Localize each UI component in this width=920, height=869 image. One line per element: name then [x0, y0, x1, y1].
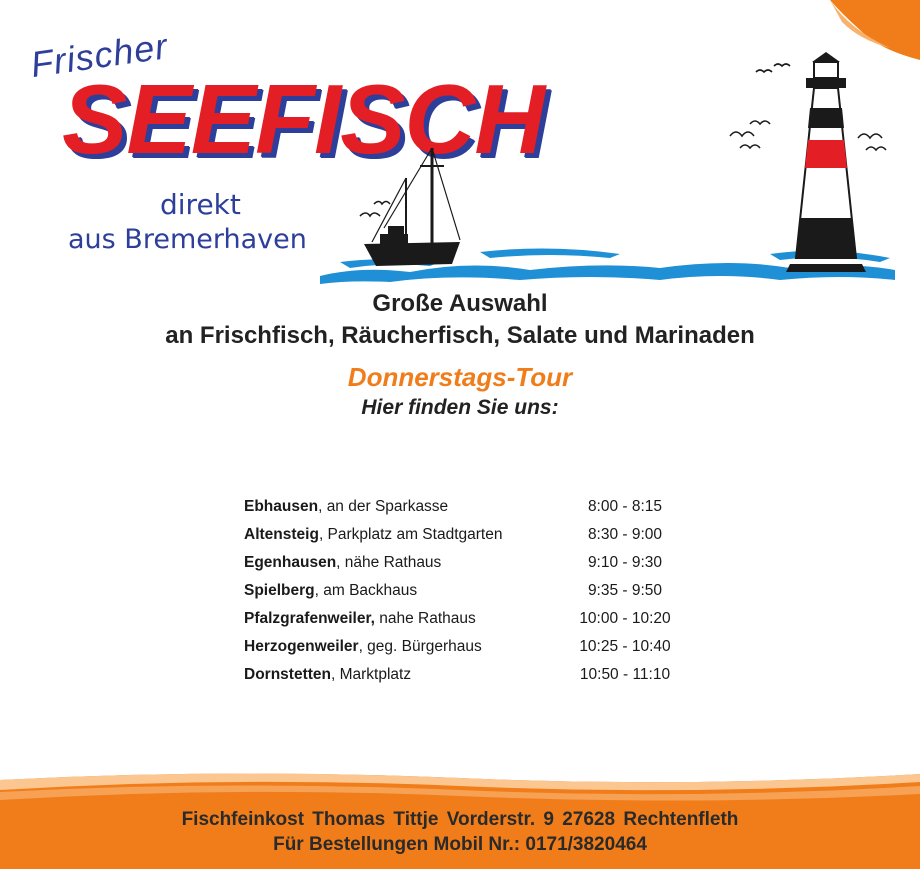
stop-list	[244, 494, 704, 690]
logo-seefisch-text: SEEFISCH	[62, 64, 545, 174]
stop-detail: , Marktplatz	[330, 666, 412, 683]
stop-place: Egenhausen	[244, 554, 337, 571]
stop-place: Pfalzgrafenweiler,	[244, 610, 375, 627]
list-item	[244, 662, 704, 690]
stop-place: Dornstetten	[244, 666, 331, 683]
sea-scene	[320, 48, 900, 288]
stop-place: Altensteig	[244, 526, 319, 543]
headline-line1: Große Auswahl	[372, 290, 548, 317]
stop-time: 9:10 - 9:30	[587, 554, 663, 571]
fishing-boat-icon	[364, 148, 460, 266]
list-item	[244, 606, 704, 634]
list-item	[244, 578, 704, 606]
stop-detail: , Parkplatz am Stadtgarten	[318, 526, 503, 543]
tour-title: Donnerstags-Tour	[347, 362, 573, 392]
stop-time: 9:35 - 9:50	[587, 582, 663, 599]
list-item	[244, 634, 704, 662]
stop-time: 8:00 - 8:15	[587, 498, 663, 515]
tour-subtitle: Hier finden Sie uns:	[361, 396, 559, 419]
list-item	[244, 550, 704, 578]
stop-detail: , am Backhaus	[314, 582, 418, 599]
footer-phone: Für Bestellungen Mobil Nr.: 0171/3820464	[273, 834, 647, 855]
list-item	[244, 522, 704, 550]
stop-detail: nahe Rathaus	[374, 610, 476, 627]
stop-place: Spielberg	[244, 582, 315, 599]
logo-origin-text: aus Bremerhaven	[68, 224, 307, 255]
stop-detail: , geg. Bürgerhaus	[358, 638, 482, 655]
headline	[0, 288, 920, 352]
stop-time: 8:30 - 9:00	[587, 526, 663, 543]
stop-time: 10:50 - 11:10	[579, 666, 671, 683]
logo-direkt-text: direkt	[160, 188, 241, 221]
headline-line2: an Frischfisch, Räucherfisch, Salate und Marinaden	[165, 322, 755, 349]
logo-frischer-text: Frischer	[28, 25, 171, 86]
list-item	[244, 494, 704, 522]
lighthouse-icon	[786, 52, 866, 272]
footer-address: Fischfeinkost Thomas Tittje Vorderstr. 9 27628 Rechtenfleth	[181, 809, 739, 830]
stop-time: 10:25 - 10:40	[579, 638, 671, 655]
stop-place: Ebhausen	[244, 498, 319, 515]
stop-detail: , nähe Rathaus	[336, 554, 442, 571]
stop-detail: , an der Sparkasse	[318, 498, 449, 515]
stop-time: 10:00 - 10:20	[579, 610, 671, 627]
stop-place: Herzogenweiler	[244, 638, 359, 655]
